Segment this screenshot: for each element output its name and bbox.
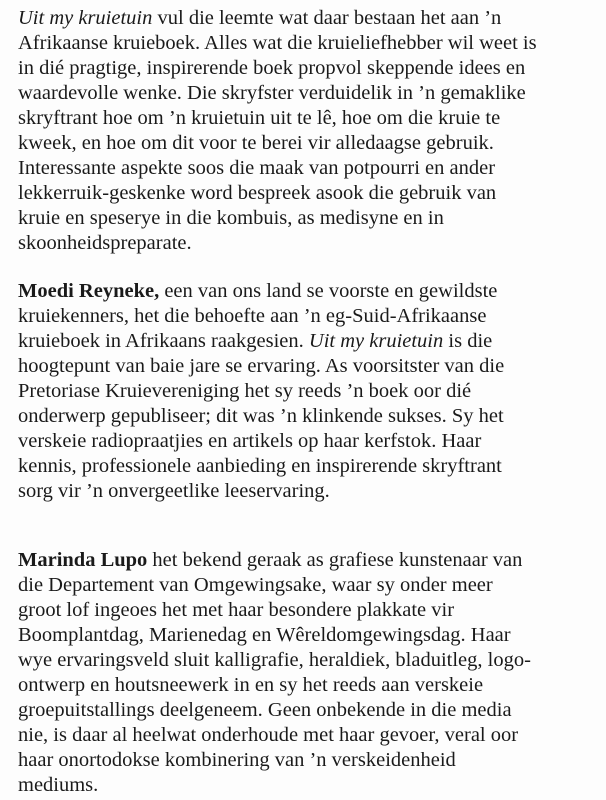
text-run: sorg vir ’n onvergeetlike leeservaring. (18, 480, 330, 502)
text-line (18, 56, 600, 81)
text-run: haar onortodokse kombinering van ’n verskeidenheid (18, 749, 456, 771)
text-run: kruieboek in Afrikaans raakgesien. (18, 330, 309, 352)
text-line (18, 454, 600, 479)
text-run: kruiekenners, het die behoefte aan ’n eg-Suid-Afrikaanse (18, 305, 487, 327)
italic-text: Uit my kruietuin (18, 7, 153, 29)
text-run: een van ons land se voorste en gewildste (159, 280, 498, 302)
text-run: groot lof ingeoes het met haar besondere plakkate vir (18, 599, 455, 621)
text-line (18, 231, 600, 256)
text-run: Afrikaanse kruieboek. Alles wat die kruieliefhebber wil weet is (18, 32, 537, 54)
text-line (18, 81, 600, 106)
italic-text: Uit my kruietuin (308, 330, 444, 352)
text-line (18, 648, 600, 673)
paragraph-illustrator-bio (18, 548, 600, 798)
text-line (18, 31, 600, 56)
text-run: die Departement van Omgewingsake, waar sy onder meer (18, 574, 493, 596)
bold-name: Marinda Lupo (18, 549, 148, 571)
text-run: Boomplantdag, Marienedag en Wêreldomgewingsdag. Haar (18, 624, 511, 646)
bold-name: Moedi Reyneke, (18, 280, 160, 302)
text-line (18, 354, 600, 379)
text-run: kweek, en hoe om dit voor te berei vir alledaagse gebruik. (18, 132, 494, 154)
text-line (18, 181, 600, 206)
text-run: in dié pragtige, inspirerende boek propvol skeppende idees en (18, 57, 526, 79)
text-line (18, 404, 600, 429)
text-line (18, 279, 600, 304)
text-run: kruie en speserye in die kombuis, as medisyne en in (18, 207, 444, 229)
text-line (18, 673, 600, 698)
text-line (18, 573, 600, 598)
text-line (18, 479, 600, 504)
text-run: Interessante aspekte soos die maak van potpourri en ander (18, 157, 496, 179)
text-run: groepuitstallings deelgeneem. Geen onbekende in die media (18, 699, 512, 721)
text-run: waardevolle wenke. Die skryfster verduidelik in ’n gemaklike (18, 82, 526, 104)
text-run: het bekend geraak as grafiese kunstenaar van (147, 549, 523, 571)
paragraph-book-description (18, 6, 600, 256)
text-line (18, 698, 600, 723)
text-line (18, 429, 600, 454)
text-run: onderwerp gepubliseer; dit was ’n klinkende sukses. Sy het (18, 405, 504, 427)
text-run: hoogtepunt van baie jare se ervaring. As voorsitster van die (18, 355, 505, 377)
text-line (18, 6, 600, 31)
text-line (18, 329, 600, 354)
text-line (18, 206, 600, 231)
text-line (18, 131, 600, 156)
text-run: Pretoriase Kruievereniging het sy reeds ’n boek oor dié (18, 380, 472, 402)
text-run: ontwerp en houtsneewerk in en sy het reeds aan verskeie (18, 674, 484, 696)
text-line (18, 106, 600, 131)
text-line (18, 379, 600, 404)
text-run: is die (443, 330, 493, 352)
text-run: skoonheidspreparate. (18, 232, 192, 254)
text-line (18, 773, 600, 798)
text-run: kennis, professionele aanbieding en inspirerende skryftrant (18, 455, 502, 477)
text-line (18, 598, 600, 623)
paragraph-author-bio (18, 279, 600, 504)
text-line (18, 748, 600, 773)
text-line (18, 304, 600, 329)
text-run: vul die leemte wat daar bestaan het aan ’n (152, 7, 502, 29)
text-run: nie, is daar al heelwat onderhoude met haar gevoer, veral oor (18, 724, 519, 746)
text-run: verskeie radiopraatjies en artikels op haar kerfstok. Haar (18, 430, 482, 452)
text-run: mediums. (18, 774, 99, 796)
text-run: lekkerruik-geskenke word bespreek asook die gebruik van (18, 182, 497, 204)
text-line (18, 548, 600, 573)
text-line (18, 723, 600, 748)
text-line (18, 623, 600, 648)
text-line (18, 156, 600, 181)
text-run: skryftrant hoe om ’n kruietuin uit te lê, hoe om die kruie te (18, 107, 501, 129)
text-run: wye ervaringsveld sluit kalligrafie, heraldiek, bladuitleg, logo- (18, 649, 531, 671)
